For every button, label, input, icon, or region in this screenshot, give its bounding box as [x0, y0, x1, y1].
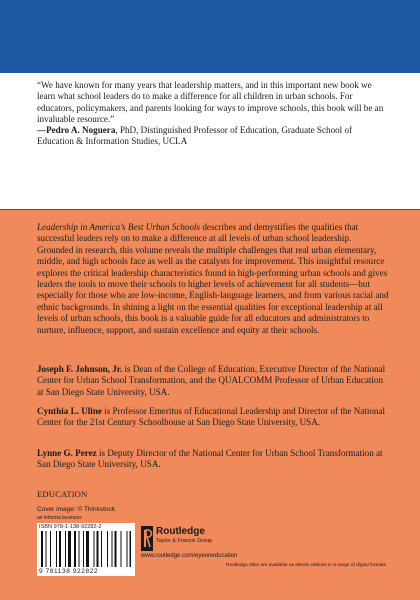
publisher-name: Routledge: [156, 526, 205, 537]
barcode-icon: [41, 531, 131, 567]
cover-credit: Cover image: © Thinkstock: [37, 506, 116, 513]
barcode-number: 9 781138 922822: [39, 568, 99, 575]
author-text-1: is Dean of the College of Education, Executive Director of the National Center for Urban School Transformation, and the QUALCOMM Professor of Urban Education at San Diego State University, USA.: [37, 364, 386, 397]
category-label: EDUCATION: [37, 489, 88, 499]
barcode-box: [37, 523, 135, 576]
ebook-note: Routledge titles are available as eBook editions in a range of digital formats: [226, 563, 386, 568]
author-text-2: is Professor Emeritus of Educational Leadership and Director of the National Center for the 21st Century Schoolhouse at San Diego State University, USA.: [37, 406, 386, 428]
author-name-3: Lynne G. Perez: [37, 448, 97, 458]
author-name-1: Joseph F. Johnson, Jr.: [37, 364, 123, 374]
quote-attribution-rest: , PhD, Distinguished Professor of Education, Graduate School of Education & Information Studies, UCLA: [37, 125, 353, 147]
routledge-logo-icon: [141, 526, 153, 551]
author-bio-1: [37, 364, 387, 398]
book-description: [37, 222, 389, 336]
isbn-label: ISBN 978-1-138-92282-2: [39, 524, 102, 530]
quote-attribution-name: —Pedro A. Noguera: [37, 125, 116, 136]
endorsement-quote: [37, 80, 387, 148]
quote-text: “We have known for many years that leadership matters, and in this important new book we learn what school leaders do to make a difference for all children in urban schools. For educators, policymakers, and parents looking for ways to improve schools, this book will be an invaluable resource.”: [37, 80, 384, 124]
publisher-url[interactable]: www.routledge.com/eyeoneducation: [141, 553, 238, 559]
author-text-3: is Deputy Director of the National Center for Urban School Transformation at San Diego State University, USA.: [37, 448, 383, 470]
author-bio-2: [37, 406, 387, 429]
author-bio-3: [37, 448, 387, 471]
publisher-group: Taylor & Francis Group: [156, 538, 213, 544]
imprint-label: an informa business: [37, 515, 82, 521]
book-title: Leadership in America’s Best Urban Schools: [37, 222, 201, 232]
quote-attribution: [37, 125, 387, 148]
author-name-2: Cynthia L. Uline: [37, 406, 102, 416]
description-text: describes and demystifies the qualities that successful leaders rely on to make a difference at all levels of urban school leadership. Grounded in research, this volume reveals the multiple challenges that real urban elementary, middle, and high schools face as well as the catalysts for improvement. This insightful resource explores the critical leadership characteristics found in high-performing urban schools and gives leaders the tools to move their schools to higher levels of achievement for all students—but especially for those who are low-income, English-language learners, and from various racial and ethnic backgrounds. In shining a light on the essential qualities for exceptional leadership at all levels of urban schools, this book is a valuable guide for all educators and administrators to nurture, influence, support, and sustain excellence and equity at their schools.: [37, 222, 389, 335]
